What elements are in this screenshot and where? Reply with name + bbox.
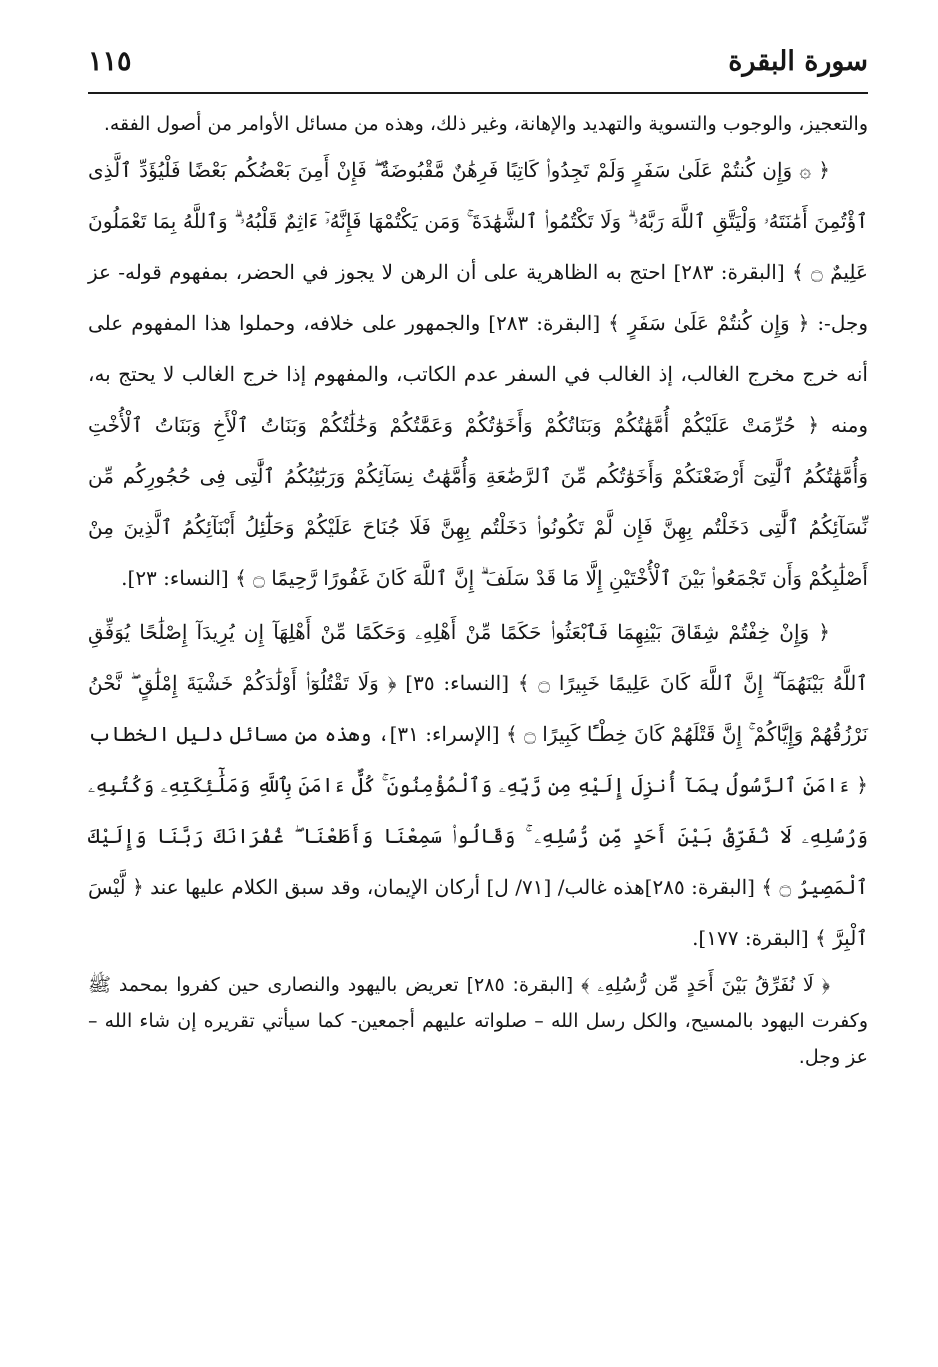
paragraph-intro: والتعجيز، والوجوب والتسوية والتهديد والإهانة، وغير ذلك، وهذه من مسائل الأوامر من أصول الفقه. xyxy=(103,113,868,135)
page-body xyxy=(88,106,868,1078)
paragraph-dalil-khitab: ﴿ وَإِنْ خِفْتُمْ شِقَاقَ بَيْنِهِمَا فَٱبْعَثُوا۟ حَكَمًا مِّنْ أَهْلِهِۦ وَحَكَمًا مِّنْ أَهْلِهَآ إِن يُرِيدَآ إِصْلَٰحًا يُوَفِّقِ ٱللَّهُ بَيْنَهُمَآ ۗ إِنَّ ٱللَّهَ كَانَ عَلِيمًا خَبِيرًا ۝ ﴾ [النساء: ٣٥] ﴿ وَلَا تَقْتُلُوٓا۟ أَوْلَٰدَكُمْ خَشْيَةَ إِمْلَٰقٍ ۖ نَّحْنُ نَرْزُقُهُمْ وَإِيَّاكُمْ ۚ إِنَّ قَتْلَهُمْ كَانَ خِطْـًٔا كَبِيرًا ۝ ﴾ [الإسراء: ٣١]، وهذه من مسائل دليل الخطاب ﴿ ءَامَنَ ٱلرَّسُولُ بِمَآ أُنزِلَ إِلَيْهِ مِن رَّبِّهِۦ وَٱلْمُؤْمِنُونَ ۚ كُلٌّ ءَامَنَ بِٱللَّهِ وَمَلَٰٓئِكَتِهِۦ وَكُتُبِهِۦ وَرُسُلِهِۦ لَا نُفَرِّقُ بَيْنَ أَحَدٍ مِّن رُّسُلِهِۦ ۚ وَقَالُوا۟ سَمِعْنَا وَأَطَعْنَا ۖ غُفْرَانَكَ رَبَّنَا وَإِلَيْكَ ٱلْمَصِيرُ ۝ ﴾ [البقرة: ٢٨٥]هذه غالب/ [٧١/ ل] أركان الإيمان، وقد سبق الكلام عليها عند ﴿ لَّيْسَ ٱلْبِرَّ ﴾ [البقرة: ١٧٧]. xyxy=(88,620,869,950)
page xyxy=(88,40,868,1330)
page-number: ١١٥ xyxy=(88,46,132,77)
paragraph-tarid: ﴿ لَا نُفَرِّقُ بَيْنَ أَحَدٍ مِّن رُّسُلِهِۦ ﴾ [البقرة: ٢٨٥] تعريض باليهود والنصارى حين كفروا بمحمد ﷺ وكفرت اليهود بالمسيح، والكل رسل الله – صلواته عليهم أجمعين- كما سيأتي تقريره إن شاء الله – عز وجل. xyxy=(88,974,868,1068)
page-header xyxy=(88,40,868,94)
paragraph-rahn-verse: ﴿ ۞ وَإِن كُنتُمْ عَلَىٰ سَفَرٍ وَلَمْ تَجِدُوا۟ كَاتِبًا فَرِهَٰنٌ مَّقْبُوضَةٌ ۖ فَإِنْ أَمِنَ بَعْضُكُم بَعْضًا فَلْيُؤَدِّ ٱلَّذِى ٱؤْتُمِنَ أَمَٰنَتَهُۥ وَلْيَتَّقِ ٱللَّهَ رَبَّهُۥ ۗ وَلَا تَكْتُمُوا۟ ٱلشَّهَٰدَةَ ۚ وَمَن يَكْتُمْهَا فَإِنَّهُۥٓ ءَاثِمٌ قَلْبُهُۥ ۗ وَٱللَّهُ بِمَا تَعْمَلُونَ عَلِيمٌ ۝ ﴾ [البقرة: ٢٨٣] احتج به الظاهرية على أن الرهن لا يجوز في الحضر، بمفهوم قوله- عز وجل-: ﴿ وَإِن كُنتُمْ عَلَىٰ سَفَرٍ ﴾ [البقرة: ٢٨٣] والجمهور على خلافه، وحملوا هذا المفهوم على أنه خرج مخرج الغالب، إذ الغالب في السفر عدم الكاتب، والمفهوم إذا خرج الغالب لا يحتج به، ومنه ﴿ حُرِّمَتْ عَلَيْكُمْ أُمَّهَٰتُكُمْ وَبَنَاتُكُمْ وَأَخَوَٰتُكُمْ وَعَمَّٰتُكُمْ وَخَٰلَٰتُكُمْ وَبَنَاتُ ٱلْأَخِ وَبَنَاتُ ٱلْأُخْتِ وَأُمَّهَٰتُكُمُ ٱلَّٰتِىٓ أَرْضَعْنَكُمْ وَأَخَوَٰتُكُم مِّنَ ٱلرَّضَٰعَةِ وَأُمَّهَٰتُ نِسَآئِكُمْ وَرَبَٰٓئِبُكُمُ ٱلَّٰتِى فِى حُجُورِكُم مِّن نِّسَآئِكُمُ ٱلَّٰتِى دَخَلْتُم بِهِنَّ فَإِن لَّمْ تَكُونُوا۟ دَخَلْتُم بِهِنَّ فَلَا جُنَاحَ عَلَيْكُمْ وَحَلَٰٓئِلُ أَبْنَآئِكُمُ ٱلَّذِينَ مِنْ أَصْلَٰبِكُمْ وَأَن تَجْمَعُوا۟ بَيْنَ ٱلْأُخْتَيْنِ إِلَّا مَا قَدْ سَلَفَ ۗ إِنَّ ٱللَّهَ كَانَ غَفُورًا رَّحِيمًا ۝ ﴾ [النساء: ٢٣]. xyxy=(88,158,868,590)
sura-title: سورة البقرة xyxy=(728,46,868,77)
